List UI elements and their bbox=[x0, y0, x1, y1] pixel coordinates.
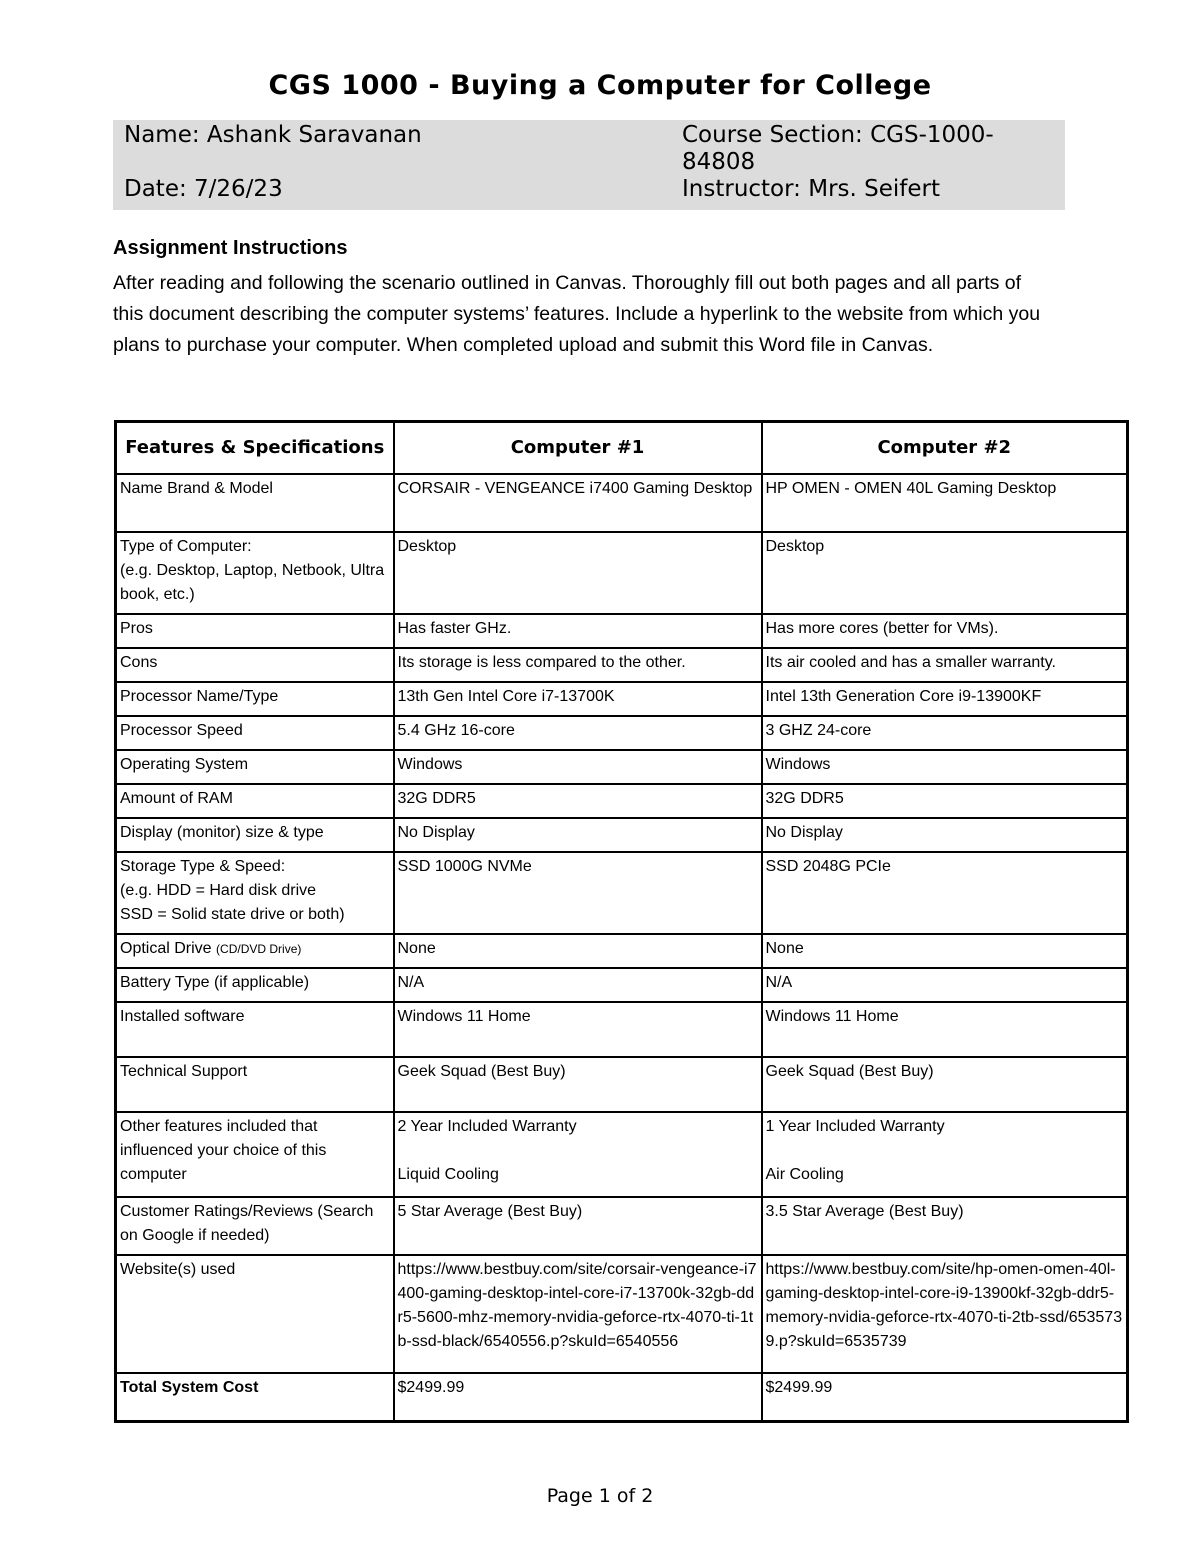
feature-label: Total System Cost bbox=[120, 1379, 259, 1396]
table-row bbox=[116, 1112, 1128, 1197]
computer-1-cell: Its storage is less compared to the other. bbox=[394, 648, 762, 682]
feature-cell bbox=[116, 1373, 394, 1421]
table-row bbox=[116, 532, 1128, 614]
feature-label: Amount of RAM bbox=[120, 790, 233, 807]
feature-label: Display (monitor) size & type bbox=[120, 824, 324, 841]
computer-2-cell: 3 GHZ 24-core bbox=[762, 716, 1128, 750]
table-header-row bbox=[116, 422, 1128, 475]
feature-label: Storage Type & Speed: (e.g. HDD = Hard disk drive SSD = Solid state drive or both) bbox=[120, 858, 345, 923]
header-computer-1: Computer #1 bbox=[394, 422, 762, 475]
feature-label: Pros bbox=[120, 620, 153, 637]
table-row bbox=[116, 1197, 1128, 1255]
feature-label: Other features included that influenced your choice of this computer bbox=[120, 1118, 331, 1183]
table-row bbox=[116, 1057, 1128, 1112]
specs-table bbox=[114, 420, 1129, 1423]
computer-1-cell: Windows bbox=[394, 750, 762, 784]
feature-label: Operating System bbox=[120, 756, 249, 773]
computer-1-cell: 2 Year Included Warranty Liquid Cooling bbox=[394, 1112, 762, 1197]
table-row bbox=[116, 750, 1128, 784]
feature-cell bbox=[116, 934, 394, 968]
feature-cell bbox=[116, 784, 394, 818]
feature-cell bbox=[116, 852, 394, 934]
feature-label: Cons bbox=[120, 654, 158, 671]
table-row bbox=[116, 474, 1128, 532]
feature-cell bbox=[116, 682, 394, 716]
table-row bbox=[116, 1255, 1128, 1373]
feature-note: (CD/DVD Drive) bbox=[216, 942, 302, 956]
student-info-box bbox=[113, 120, 1065, 210]
document-title: CGS 1000 - Buying a Computer for College bbox=[268, 70, 932, 101]
feature-label: Processor Name/Type bbox=[120, 688, 279, 705]
computer-2-cell: Geek Squad (Best Buy) bbox=[762, 1057, 1128, 1112]
feature-label: Website(s) used bbox=[120, 1261, 236, 1278]
computer-2-cell: Intel 13th Generation Core i9-13900KF bbox=[762, 682, 1128, 716]
computer-2-cell: $2499.99 bbox=[762, 1373, 1128, 1421]
header-computer-2: Computer #2 bbox=[762, 422, 1128, 475]
computer-1-cell: SSD 1000G NVMe bbox=[394, 852, 762, 934]
feature-label: Technical Support bbox=[120, 1063, 248, 1080]
feature-label: Type of Computer: (e.g. Desktop, Laptop, Netbook, Ultra book, etc.) bbox=[120, 538, 385, 603]
computer-2-cell: HP OMEN - OMEN 40L Gaming Desktop bbox=[762, 474, 1128, 532]
computer-1-cell: Geek Squad (Best Buy) bbox=[394, 1057, 762, 1112]
feature-label: Name Brand & Model bbox=[120, 480, 273, 497]
computer-2-cell: Windows 11 Home bbox=[762, 1002, 1128, 1057]
computer-1-website-link[interactable]: https://www.bestbuy.com/site/corsair-vengeance-i7400-gaming-desktop-intel-core-i7-13700k-32gb-ddr5-5600-mhz-memory-nvidia-geforce-rtx-4070-ti-1tb-ssd-black/6540556.p?skuId=6540556 bbox=[394, 1255, 762, 1373]
table-row bbox=[116, 648, 1128, 682]
computer-2-cell: 1 Year Included Warranty Air Cooling bbox=[762, 1112, 1128, 1197]
computer-2-cell: SSD 2048G PCIe bbox=[762, 852, 1128, 934]
student-name: Name: Ashank Saravanan bbox=[124, 122, 422, 148]
computer-1-cell: Windows 11 Home bbox=[394, 1002, 762, 1057]
table-row bbox=[116, 818, 1128, 852]
computer-2-cell: 3.5 Star Average (Best Buy) bbox=[762, 1197, 1128, 1255]
table-row bbox=[116, 852, 1128, 934]
feature-cell bbox=[116, 716, 394, 750]
computer-1-cell: Has faster GHz. bbox=[394, 614, 762, 648]
table-row bbox=[116, 934, 1128, 968]
feature-cell bbox=[116, 818, 394, 852]
computer-1-cell: Desktop bbox=[394, 532, 762, 614]
computer-1-cell: 13th Gen Intel Core i7-13700K bbox=[394, 682, 762, 716]
table-row bbox=[116, 784, 1128, 818]
computer-1-cell: $2499.99 bbox=[394, 1373, 762, 1421]
feature-label: Customer Ratings/Reviews (Search on Google if needed) bbox=[120, 1203, 378, 1244]
feature-cell bbox=[116, 474, 394, 532]
feature-cell bbox=[116, 532, 394, 614]
feature-cell bbox=[116, 1255, 394, 1373]
page-number: Page 1 of 2 bbox=[546, 1485, 654, 1507]
computer-2-cell: Has more cores (better for VMs). bbox=[762, 614, 1128, 648]
feature-cell bbox=[116, 1002, 394, 1057]
feature-label: Installed software bbox=[120, 1008, 245, 1025]
feature-cell bbox=[116, 614, 394, 648]
course-section: Course Section: CGS-1000-84808 bbox=[682, 122, 994, 175]
computer-1-cell: No Display bbox=[394, 818, 762, 852]
assignment-date: Date: 7/26/23 bbox=[124, 176, 283, 202]
table-row bbox=[116, 614, 1128, 648]
computer-1-cell: 32G DDR5 bbox=[394, 784, 762, 818]
computer-2-cell: No Display bbox=[762, 818, 1128, 852]
header-features: Features & Specifications bbox=[116, 422, 394, 475]
feature-label: Processor Speed bbox=[120, 722, 243, 739]
table-row bbox=[116, 1002, 1128, 1057]
feature-cell bbox=[116, 1197, 394, 1255]
computer-2-cell: 32G DDR5 bbox=[762, 784, 1128, 818]
feature-cell bbox=[116, 1057, 394, 1112]
feature-cell bbox=[116, 750, 394, 784]
instructions-body: After reading and following the scenario outlined in Canvas. Thoroughly fill out both pages and all parts of this document describing the computer systems’ features. Include a hyperlink to the website from which you plans to purchase your computer. When completed upload and submit this Word file in Canvas. bbox=[113, 272, 1041, 356]
computer-2-cell: N/A bbox=[762, 968, 1128, 1002]
computer-1-cell: 5.4 GHz 16-core bbox=[394, 716, 762, 750]
feature-cell bbox=[116, 1112, 394, 1197]
computer-1-cell: 5 Star Average (Best Buy) bbox=[394, 1197, 762, 1255]
instructions-heading: Assignment Instructions bbox=[113, 237, 348, 259]
table-row bbox=[116, 682, 1128, 716]
table-row bbox=[116, 968, 1128, 1002]
computer-1-cell: None bbox=[394, 934, 762, 968]
instructor-name: Instructor: Mrs. Seifert bbox=[682, 176, 941, 202]
computer-2-cell: Windows bbox=[762, 750, 1128, 784]
computer-2-cell: Its air cooled and has a smaller warranty. bbox=[762, 648, 1128, 682]
feature-label: Battery Type (if applicable) bbox=[120, 974, 310, 991]
table-row bbox=[116, 1373, 1128, 1421]
table-row bbox=[116, 716, 1128, 750]
feature-cell bbox=[116, 968, 394, 1002]
computer-2-cell: Desktop bbox=[762, 532, 1128, 614]
feature-label: Optical Drive bbox=[120, 940, 212, 957]
computer-2-website-link[interactable]: https://www.bestbuy.com/site/hp-omen-omen-40l-gaming-desktop-intel-core-i9-13900kf-32gb-ddr5-memory-nvidia-geforce-rtx-4070-ti-2tb-ssd/6535739.p?skuId=6535739 bbox=[762, 1255, 1128, 1373]
feature-cell bbox=[116, 648, 394, 682]
computer-1-cell: N/A bbox=[394, 968, 762, 1002]
computer-2-cell: None bbox=[762, 934, 1128, 968]
computer-1-cell: CORSAIR - VENGEANCE i7400 Gaming Desktop bbox=[394, 474, 762, 532]
